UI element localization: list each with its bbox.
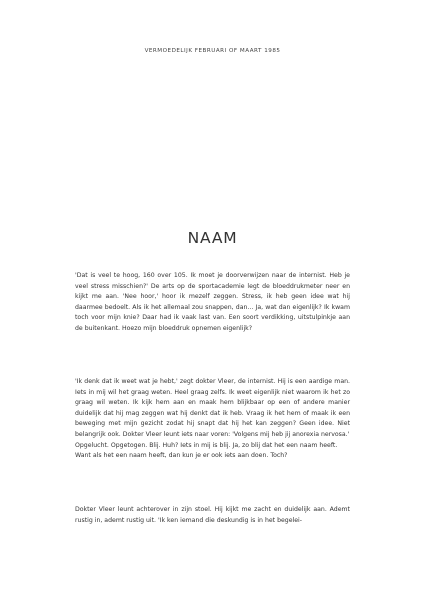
paragraph: 'Ik denk dat ik weet wat je hebt,' zegt dokter Vleer, de internist. Hij is een aardige man. Iets in mij wil het graag weten. Heel graag zelfs. Ik weet eigenlijk niet waarom ik het zo graag wil weten. Ik kijk hem aan en maak hem blijkbaar op een of andere manier duidelijk dat hij mag zeggen wat hij denkt dat ik heb. Vraag ik het hem of maak ik een beweging met mijn gezicht zodat hij snapt dat hij het kan zeggen? Geen idee. Niet belangrijk ook. Dokter Vleer leunt iets naar voren: 'Volgens mij heb jij anorexia nervosa.' — [75, 378, 350, 438]
chapter-date: VERMOEDELIJK FEBRUARI OF MAART 1985 — [144, 48, 281, 54]
paragraph: 'Dat is veel te hoog, 160 over 105. Ik moet je doorverwijzen naar de internist. Heb je veel stress misschien?' De arts op de sportacademie legt de bloeddrukmeter neer en kijkt me aan. 'Nee hoor,' hoor ik mezelf zeggen. Stress, ik heb geen idee wat hij daarmee bedoelt. Als ik het allemaal zou snappen, dan... Ja, wat dan eigenlijk? Ik kwam toch voor mijn knie? Daar had ik vaak last van. Een soort verdikking, uitstulpinkje aan de buitenkant. Hoezo mijn bloeddruk opnemen eigenlijk? — [75, 272, 350, 332]
body-text-block-3 — [75, 505, 350, 526]
body-text-block-1 — [75, 271, 350, 335]
chapter-title: NAAM — [187, 229, 238, 247]
paragraph: Opgelucht. Opgetogen. Blij. Huh? Iets in mij is blij. Ja, zo blij dat het een naam heeft. Want als het een naam heeft, dan kun je er ook iets aan doen. Toch? — [75, 441, 338, 460]
paragraph: Dokter Vleer leunt achterover in zijn stoel. Hij kijkt me zacht en duidelijk aan. Ademt rustig in, ademt rustig uit. 'Ik ken iemand die deskundig is in het begelei- — [75, 506, 350, 524]
body-text-block-2 — [75, 377, 350, 462]
